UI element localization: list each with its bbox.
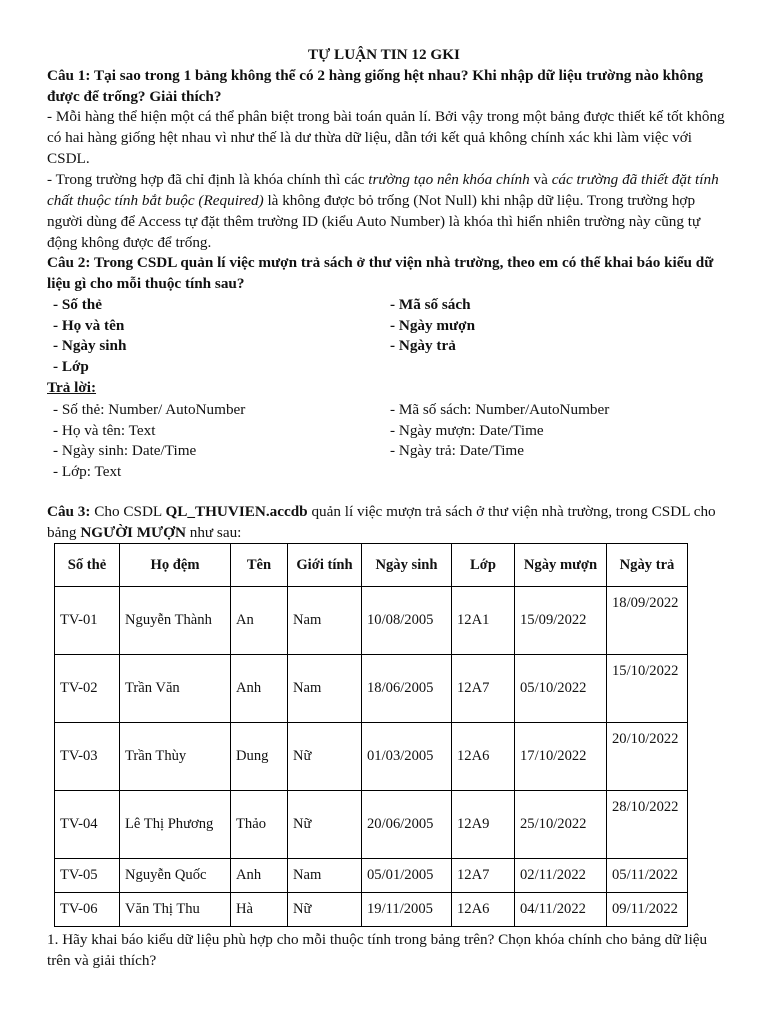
table-cell: Anh [231,655,288,723]
answer-item: - Họ và tên: Text [53,421,156,439]
table-cell: 12A9 [452,791,515,859]
answer-1-paragraph-1: - Mỗi hàng thể hiện một cá thể phân biệt trong bài toán quản lí. Bởi vậy trong một bảng được thiết kế tốt không có hai hàng giống hệt nhau vì như thế là dư thừa dữ liệu, dẫn tới kết quả không chính xác khi làm việc với CSDL. [47,108,725,167]
table-cell: 12A6 [452,893,515,927]
column-header: Ngày sinh [362,544,452,587]
table-cell: Trần Thùy [120,723,231,791]
required-fields-text: các trường đã thiết đặt tính chất thuộc tính bắt buộc (Required) [47,171,719,209]
answer-item: - Lớp: Text [53,462,122,480]
table-name: NGƯỜI MƯỢN [80,524,186,541]
table-cell: 25/10/2022 [515,791,607,859]
table-cell: Nữ [288,791,362,859]
table-cell: TV-01 [55,587,120,655]
table-cell: 17/10/2022 [515,723,607,791]
attribute-item: - Họ và tên [53,316,125,334]
page-title: TỰ LUẬN TIN 12 GKI [308,46,460,63]
table-cell: An [231,587,288,655]
answer-item: - Mã số sách: Number/AutoNumber [390,401,610,418]
column-header: Ngày mượn [515,544,607,587]
answer-list-left [53,399,245,481]
table-cell: 12A7 [452,655,515,723]
table-cell: Văn Thị Thu [120,893,231,927]
table-row [55,893,688,927]
column-header: Họ đệm [120,544,231,587]
table-cell: TV-02 [55,655,120,723]
answer-item: - Ngày sinh: Date/Time [53,442,197,459]
table-cell: TV-03 [55,723,120,791]
table-cell: Thảo [231,791,288,859]
answer-item: - Ngày mượn: Date/Time [390,421,544,439]
database-name: QL_THUVIEN.accdb [165,503,308,520]
table-cell: Lê Thị Phương [120,791,231,859]
table-row [55,859,688,893]
attribute-item: - Lớp [53,357,89,375]
table-cell: TV-04 [55,791,120,859]
table-cell: TV-05 [55,859,120,893]
table-cell: 09/11/2022 [607,893,688,927]
attribute-item: - Số thẻ [53,296,102,313]
table-cell: 05/11/2022 [607,859,688,893]
question-3: Câu 3: Cho CSDL QL_THUVIEN.accdb quản lí việc mượn trả sách ở thư viện nhà trường, trong CSDL cho bảng NGƯỜI MƯỢN như sau: [47,503,716,541]
table-cell: 15/09/2022 [515,587,607,655]
table-cell: Nguyễn Quốc [120,859,231,893]
table-cell: 12A7 [452,859,515,893]
table-row [55,723,688,791]
attribute-item: - Mã số sách [390,296,471,313]
answer-1-paragraph-2: - Trong trường hợp đã chỉ định là khóa chính thì các trường tạo nên khóa chính và các trường đã thiết đặt tính chất thuộc tính bắt buộc (Required) là không được bỏ trống (Not Null) khi nhập dữ liệu. Trong trường hợp người dùng để Access tự đặt thêm trường ID (kiểu Auto Number) là khóa thì hiển nhiên trường này cũng tự động không được để trống. [47,171,719,251]
answer-list-right [390,399,609,461]
table-row [55,587,688,655]
answer-item: - Ngày trả: Date/Time [390,442,524,459]
table-cell: Trần Văn [120,655,231,723]
table-row [55,655,688,723]
table-cell: Dung [231,723,288,791]
table-cell: 10/08/2005 [362,587,452,655]
borrower-table [54,543,688,927]
table-cell: Anh [231,859,288,893]
table-cell: 15/10/2022 [607,655,688,723]
attribute-item: - Ngày sinh [53,337,127,354]
table-cell: 12A6 [452,723,515,791]
table-cell: 18/09/2022 [607,587,688,655]
attribute-list-right [390,294,475,356]
task-1: 1. Hãy khai báo kiểu dữ liệu phù hợp cho mỗi thuộc tính trong bảng trên? Chọn khóa chính cho bảng dữ liệu trên và giải thích? [47,931,708,969]
table-cell: 02/11/2022 [515,859,607,893]
table-cell: TV-06 [55,893,120,927]
table-cell: Nam [288,587,362,655]
table-cell: 05/10/2022 [515,655,607,723]
table-cell: Nam [288,655,362,723]
table-cell: 28/10/2022 [607,791,688,859]
table-cell: 18/06/2005 [362,655,452,723]
table-row [55,791,688,859]
column-header: Số thẻ [55,544,120,587]
table-cell: 05/01/2005 [362,859,452,893]
column-header: Lớp [452,544,515,587]
table-cell: Nữ [288,893,362,927]
table-cell: 20/06/2005 [362,791,452,859]
attribute-item: - Ngày trả [390,337,456,354]
table-cell: Nữ [288,723,362,791]
attribute-list-left [53,294,126,376]
table-cell: 19/11/2005 [362,893,452,927]
answer-label: Trả lời: [47,379,97,396]
table-cell: 04/11/2022 [515,893,607,927]
table-cell: Hà [231,893,288,927]
question-3-label: Câu 3: [47,503,91,520]
table-header-row [55,544,688,587]
table-cell: Nam [288,859,362,893]
table-cell: 12A1 [452,587,515,655]
column-header: Tên [231,544,288,587]
question-2: Câu 2: Trong CSDL quản lí việc mượn trả sách ở thư viện nhà trường, theo em có thể khai báo kiểu dữ liệu gì cho mỗi thuộc tính sau? [47,254,714,292]
table-cell: 20/10/2022 [607,723,688,791]
primary-key-fields-text: trường tạo nên khóa chính [368,171,530,188]
column-header: Giới tính [288,544,362,587]
table-cell: 01/03/2005 [362,723,452,791]
question-1: Câu 1: Tại sao trong 1 bảng không thể có 2 hàng giống hệt nhau? Khi nhập dữ liệu trường nào không được để trống? Giải thích? [47,67,704,105]
column-header: Ngày trả [607,544,688,587]
attribute-item: - Ngày mượn [390,316,476,334]
answer-item: - Số thẻ: Number/ AutoNumber [53,401,246,418]
table-cell: Nguyễn Thành [120,587,231,655]
